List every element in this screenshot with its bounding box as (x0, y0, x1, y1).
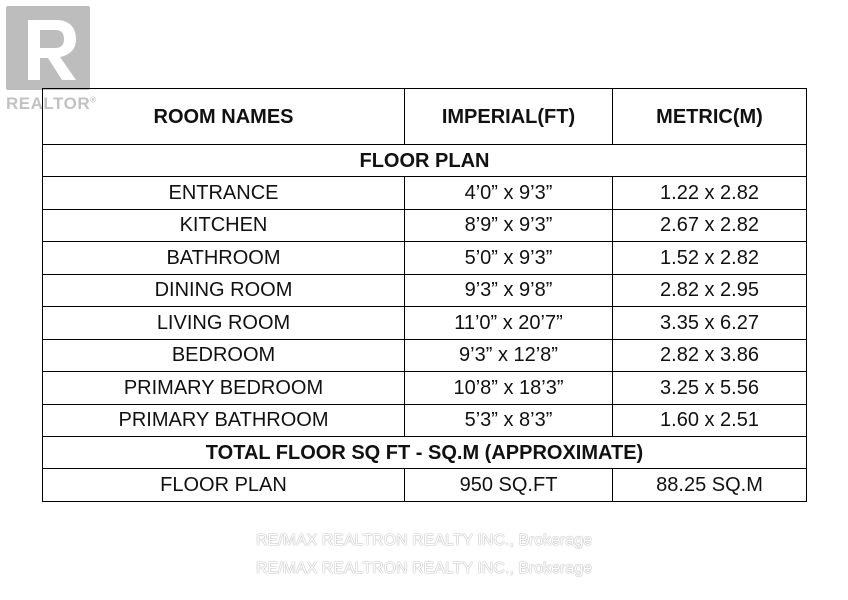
room-name: PRIMARY BATHROOM (43, 404, 405, 437)
brokerage-watermark: RE/MAX REALTRON REALTY INC., Brokerage (255, 560, 593, 577)
section-title: FLOOR PLAN (43, 145, 807, 177)
metric-dimension: 3.35 x 6.27 (613, 307, 807, 340)
table-row (43, 404, 807, 437)
imperial-dimension: 5’3” x 8’3” (405, 404, 613, 437)
room-name: LIVING ROOM (43, 307, 405, 340)
metric-dimension: 2.82 x 2.95 (613, 274, 807, 307)
table-row (43, 274, 807, 307)
room-name: PRIMARY BEDROOM (43, 372, 405, 405)
table-row (43, 339, 807, 372)
realtor-logo-box (6, 6, 90, 90)
total-row (43, 437, 807, 469)
table-row (43, 209, 807, 242)
imperial-dimension: 9’3” x 9’8” (405, 274, 613, 307)
room-name: ENTRANCE (43, 177, 405, 210)
summary-row (43, 469, 807, 502)
section-row (43, 145, 807, 177)
summary-imperial: 950 SQ.FT (405, 469, 613, 502)
summary-label: FLOOR PLAN (43, 469, 405, 502)
metric-dimension: 1.60 x 2.51 (613, 404, 807, 437)
metric-dimension: 2.67 x 2.82 (613, 209, 807, 242)
metric-dimension: 1.22 x 2.82 (613, 177, 807, 210)
header-room-names: ROOM NAMES (43, 89, 405, 145)
table-row (43, 307, 807, 340)
imperial-dimension: 5’0” x 9’3” (405, 242, 613, 275)
metric-dimension: 3.25 x 5.56 (613, 372, 807, 405)
header-metric: METRIC(M) (613, 89, 807, 145)
room-name: BATHROOM (43, 242, 405, 275)
brokerage-watermark: RE/MAX REALTRON REALTY INC., Brokerage (255, 532, 593, 549)
room-dimensions-table (42, 88, 807, 502)
imperial-dimension: 11’0” x 20’7” (405, 307, 613, 340)
table-row (43, 177, 807, 210)
table-row (43, 372, 807, 405)
room-name: KITCHEN (43, 209, 405, 242)
summary-metric: 88.25 SQ.M (613, 469, 807, 502)
total-title: TOTAL FLOOR SQ FT - SQ.M (APPROXIMATE) (43, 437, 807, 469)
imperial-dimension: 10’8” x 18’3” (405, 372, 613, 405)
imperial-dimension: 4’0” x 9’3” (405, 177, 613, 210)
table-header-row (43, 89, 807, 145)
realtor-r-logo-icon (14, 14, 86, 86)
metric-dimension: 2.82 x 3.86 (613, 339, 807, 372)
realtor-wordmark: REALTOR® (6, 94, 97, 113)
metric-dimension: 1.52 x 2.82 (613, 242, 807, 275)
room-name: BEDROOM (43, 339, 405, 372)
header-imperial: IMPERIAL(FT) (405, 89, 613, 145)
room-name: DINING ROOM (43, 274, 405, 307)
imperial-dimension: 8’9” x 9’3” (405, 209, 613, 242)
table-row (43, 242, 807, 275)
imperial-dimension: 9’3” x 12’8” (405, 339, 613, 372)
